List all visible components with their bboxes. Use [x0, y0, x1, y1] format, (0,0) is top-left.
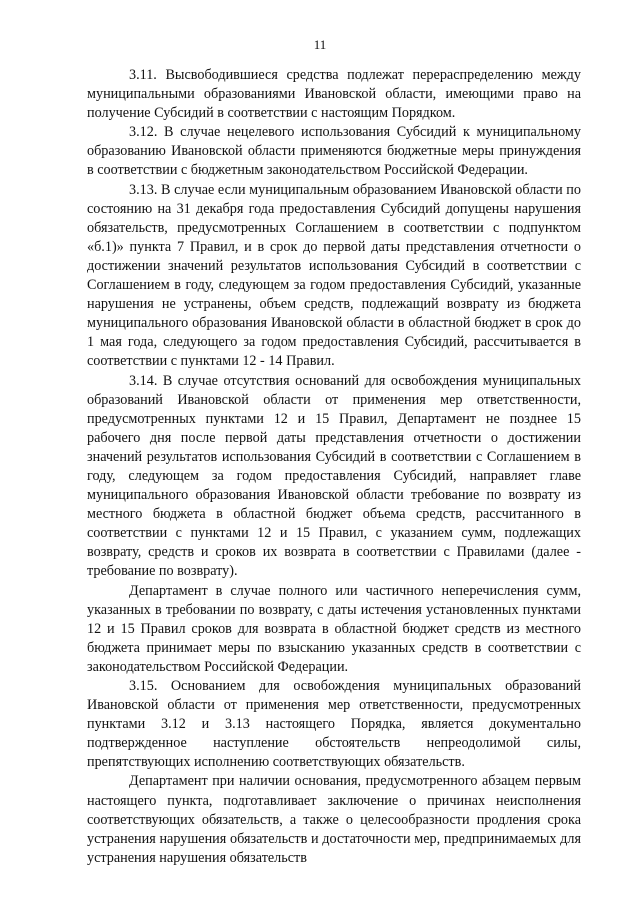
paragraph-3-15-continuation: Департамент при наличии основания, предусмотренного абзацем первым настоящего пункта, подготавливает заключение о причинах неисполнения соответствующих обязательств, а также о целесообразности продления срока устранения нарушения обязательств и достаточности мер, предпринимаемых для устранения нарушения обязательств: [87, 773, 581, 866]
page-number: 11: [313, 37, 327, 52]
document-body: [87, 66, 581, 868]
paragraph-3-14-continuation: Департамент в случае полного или частичного неперечисления сумм, указанных в требовании по возврату, с даты истечения установленных пунктами 12 и 15 Правил сроков для возврата в областной бюджет средств из местного бюджета принимает меры по взысканию указанных средств в соответствии с законодательством Российской Федерации.: [87, 582, 581, 675]
paragraph-3-11: 3.11. Высвободившиеся средства подлежат перераспределению между муниципальными образованиями Ивановской области, имеющими право на получение Субсидий в соответствии с настоящим Порядком.: [87, 67, 581, 122]
paragraph-3-13: 3.13. В случае если муниципальным образованием Ивановской области по состоянию на 31 декабря года предоставления Субсидий допущены нарушения обязательств, предусмотренных Соглашением в соответствии с подпунктом «б.1)» пункта 7 Правил, и в срок до первой даты представления отчетности о достижении значений результатов использования Субсидий в соответствии с Соглашением в году, следующем за годом предоставления Субсидий, указанные нарушения не устранены, объем средств, подлежащий возврату из бюджета муниципального образования Ивановской области в областной бюджет в срок до 1 мая года, следующего за годом предоставления Субсидий, рассчитывается в соответствии с пунктами 12 - 14 Правил.: [87, 181, 581, 370]
paragraph-3-14: 3.14. В случае отсутствия оснований для освобождения муниципальных образований Ивановской области от применения мер ответственности, предусмотренных пунктами 12 и 15 Правил, Департамент не позднее 15 рабочего дня после первой даты представления отчетности о достижении значений результатов использования Субсидий в соответствии с Соглашением в году, следующем за годом предоставления Субсидий, направляет главе муниципального образования Ивановской области требование по возврату из местного бюджета в областной бюджет объема средств, рассчитанного в соответствии с пунктами 12 и 15 Правил, с указанием сумм, подлежащих возврату, средств и сроков их возврата в соответствии с Правилами (далее - требование по возврату).: [87, 372, 581, 580]
paragraph-3-15: 3.15. Основанием для освобождения муниципальных образований Ивановской области от применения мер ответственности, предусмотренных пунктами 3.12 и 3.13 настоящего Порядка, является документально подтвержденное наступление обстоятельств непреодолимой силы, препятствующих исполнению соответствующих обязательств.: [87, 678, 581, 771]
paragraph-3-12: 3.12. В случае нецелевого использования Субсидий к муниципальному образованию Ивановской области применяются бюджетные меры принуждения в соответствии с бюджетным законодательством Российской Федерации.: [87, 124, 581, 179]
